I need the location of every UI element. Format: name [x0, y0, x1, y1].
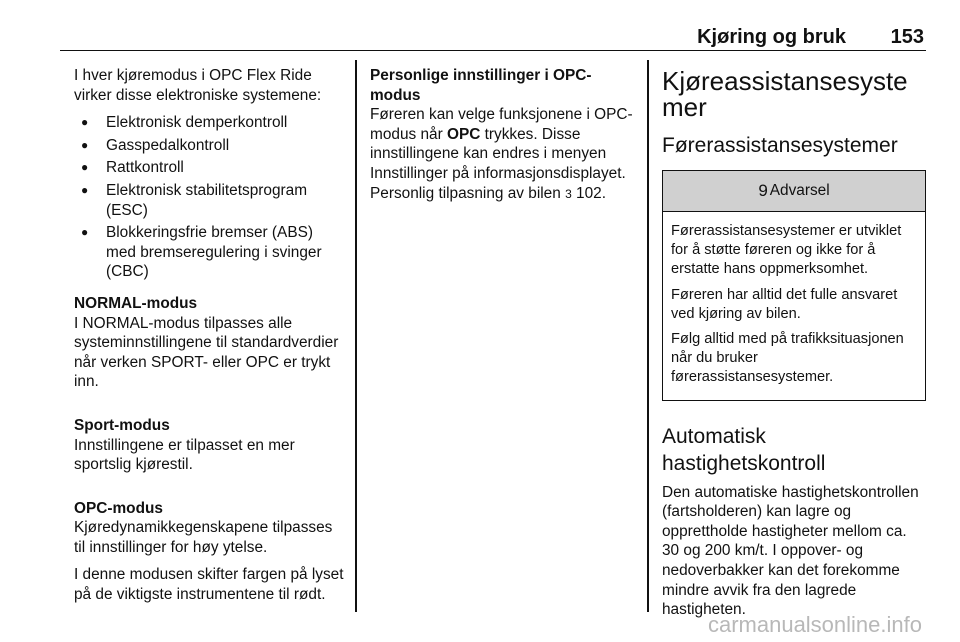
section-title: Kjøring og bruk — [697, 26, 846, 48]
main-heading — [662, 68, 926, 120]
sport-mode-heading: Sport-modus — [74, 416, 170, 434]
main-heading-text: Kjøreassistansesystemer — [662, 66, 908, 122]
list-item: ● Gasspedalkontroll — [74, 136, 346, 156]
cruise-control-heading: Automatisk hastighetskontroll — [662, 424, 826, 475]
warning-title: Advarsel — [769, 182, 830, 200]
systems-list — [74, 113, 346, 282]
list-item: ● Rattkontroll — [74, 158, 346, 178]
normal-mode-heading: NORMAL-modus — [74, 294, 198, 312]
personal-settings-text — [370, 105, 636, 204]
column-divider-1 — [355, 60, 357, 612]
column-right — [662, 66, 926, 628]
page-header — [60, 26, 926, 51]
warning-paragraph: Førerassistansesystemer er utviklet for å støtte føreren og ikke for å erstatte hans oppmerksomhet. — [671, 223, 902, 278]
list-item: ● Elektronisk stabilitetsprogram (ESC) — [74, 181, 346, 220]
cruise-control-text: Den automatiske hastighetskontrollen (fartsholderen) kan lagre og opprettholde hastigheter mellom ca. 30 og 200 km/t. I oppover- og nedoverbakker kan det forekomme mindre avvik fra den lagrede hastigheten. — [662, 483, 919, 619]
column-divider-2 — [647, 60, 649, 612]
text-part: trykkes. Disse innstillingene kan endres i menyen Innstillinger på informasjonsdisplayet. Personlig tilpasning av bilen — [370, 125, 626, 202]
intro-text: I hver kjøremodus i OPC Flex Ride virker disse elektroniske systemene: — [74, 67, 322, 104]
page-ref-link[interactable]: 102. — [576, 184, 607, 202]
page-number: 153 — [890, 26, 924, 48]
page-ref-arrow-icon: 3 — [565, 186, 572, 201]
list-item: ● Elektronisk demperkontroll — [74, 113, 346, 133]
warning-paragraph: Følg alltid med på trafikksituasjonen når du bruker førerassistansesystemer. — [671, 331, 904, 386]
watermark: carmanualsonline.info — [707, 612, 922, 637]
column-middle — [370, 66, 636, 212]
text-part: Føreren kan velge funksjonene i OPC-modus når — [370, 106, 633, 143]
opc-mode-color-text: I denne modusen skifter fargen på lyset på de viktigste instrumentene til rødt. — [74, 566, 344, 604]
list-item: ● Blokkeringsfrie bremser (ABS) med bremseregulering i svinger (CBC) — [74, 223, 346, 282]
normal-mode-text: I NORMAL-modus tilpasses alle systeminnstillingene til standardverdier når verken SPORT- eller OPC er trykt inn. — [74, 314, 339, 391]
opc-button-label: OPC — [447, 125, 481, 143]
column-left — [74, 66, 346, 613]
sport-mode-text: Innstillingene er tilpasset en mer sportslig kjørestil. — [74, 436, 295, 474]
opc-mode-heading: OPC-modus — [74, 499, 163, 517]
warning-box — [662, 170, 926, 401]
opc-mode-text: Kjøredynamikkegenskapene tilpasses til innstillinger for høy ytelse. — [74, 519, 333, 556]
warning-paragraph: Føreren har alltid det fulle ansvaret ved kjøring av bilen. — [671, 286, 898, 322]
warning-header — [663, 171, 925, 212]
sub-heading: Førerassistansesystemer — [662, 134, 898, 157]
warning-triangle-icon: 9 — [758, 181, 768, 201]
personal-settings-heading: Personlige innstillinger i OPC-modus — [370, 67, 592, 104]
warning-body — [663, 212, 925, 400]
